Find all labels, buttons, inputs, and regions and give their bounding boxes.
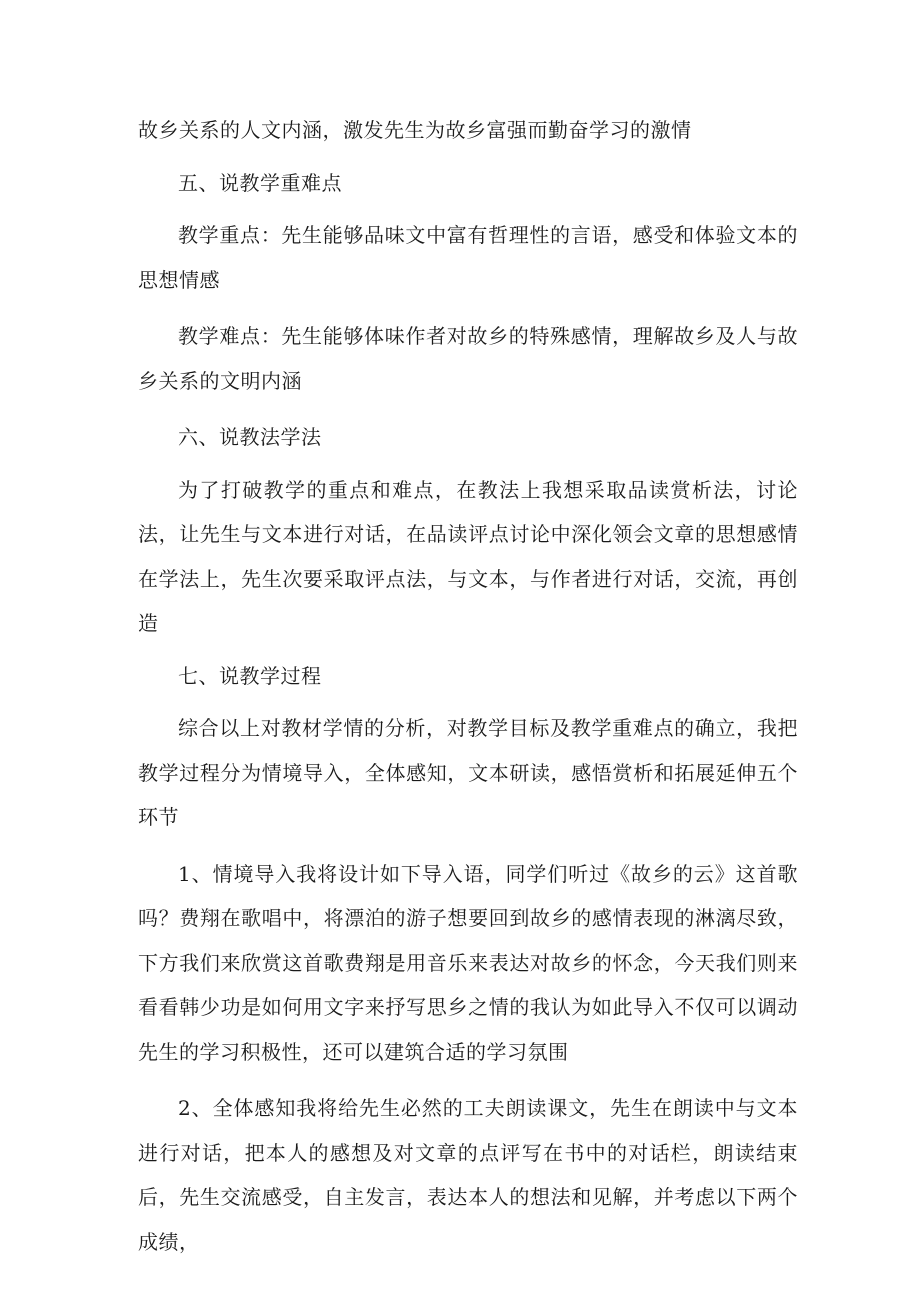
section-heading-5: 五、说教学重难点 (178, 170, 342, 195)
paragraph-teaching-methods: 为了打破教学的重点和难点，在教法上我想采取品读赏析法，讨论法，让先生与文本进行对话，在品读评点讨论中深化领会文章的思想感情在学法上，先生次要采取评点法，与文本，与作者进行对话，交流，再创造 (138, 477, 798, 635)
section-heading-7: 七、说教学过程 (178, 663, 322, 688)
paragraph-process-overview: 综合以上对教材学情的分析，对教学目标及教学重难点的确立，我把教学过程分为情境导入，全体感知，文本研读，感悟赏析和拓展延伸五个环节 (138, 716, 798, 829)
section-heading-6: 六、说教法学法 (178, 425, 322, 449)
paragraph-step-1-introduction: 1、情境导入我将设计如下导入语，同学们听过《故乡的云》这首歌吗？费翔在歌唱中，将漂泊的游子想要回到故乡的感情表现的淋漓尽致，下方我们来欣赏这首歌费翔是用音乐来表达对故乡的怀念，今天我们则来看看韩少功是如何用文字来抒写思乡之情的我认为如此导入不仅可以调动先生的学习积极性，还可以建筑合适的学习氛围 (138, 861, 798, 1064)
paragraph-step-2-overall-perception: 2、全体感知我将给先生必然的工夫朗读课文，先生在朗读中与文本进行对话，把本人的感想及对文章的点评写在书中的对话栏，朗读结束后，先生交流感受，自主发言，表达本人的想法和见解，并考虑以下两个成绩， (138, 1096, 798, 1254)
paragraph-continuation: 故乡关系的人文内涵，激发先生为故乡富强而勤奋学习的激情 (138, 118, 692, 142)
document-body (138, 108, 798, 1264)
paragraph-teaching-difficulty: 教学难点：先生能够体味作者对故乡的特殊感情，理解故乡及人与故乡关系的文明内涵 (138, 324, 798, 393)
paragraph-teaching-key-point: 教学重点：先生能够品味文中富有哲理性的言语，感受和体验文本的思想情感 (138, 223, 798, 292)
